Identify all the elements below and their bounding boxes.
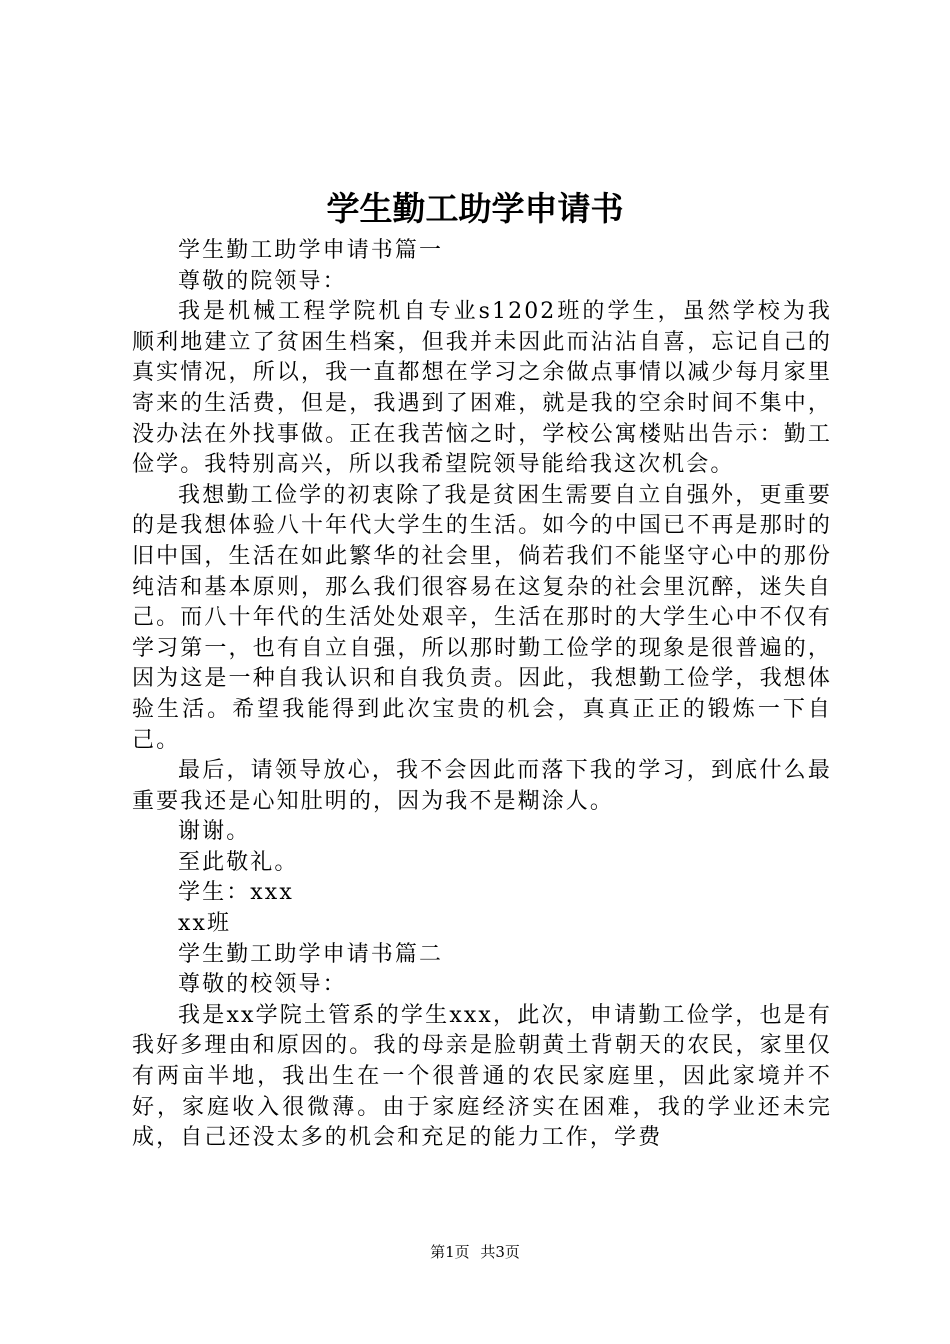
body-paragraph: 我想勤工俭学的初衷除了我是贫困生需要自立自强外，更重要的是我想体验八十年代大学生的生活。如今的中国已不再是那时的旧中国，生活在如此繁华的社会里，倘若我们不能坚守心中的那份纯洁和基本原则，那么我们很容易在这复杂的社会里沉醉，迷失自己。而八十年代的生活处处艰辛，生活在那时的大学生心中不仅有学习第一，也有自立自强，所以那时勤工俭学的现象是很普遍的，因为这是一种自我认识和自我负责。因此，我想勤工俭学，我想体验生活。希望我能得到此次宝贵的机会，真真正正的锻炼一下自己。	[132, 482, 832, 753]
page-total: 共3页	[480, 1243, 520, 1261]
body-paragraph: 最后，请领导放心，我不会因此而落下我的学习，到底什么最重要我还是心知肚明的，因为我不是糊涂人。	[132, 758, 832, 814]
thanks-line: 谢谢。	[178, 819, 251, 845]
closing-line: 至此敬礼。	[178, 849, 299, 875]
page-footer	[0, 1242, 950, 1262]
body-paragraph: 我是xx学院土管系的学生xxx，此次，申请勤工俭学，也是有我好多理由和原因的。我的母亲是脸朝黄土背朝天的农民，家里仅有两亩半地，我出生在一个很普通的农民家庭里，因此家境并不好，家庭收入很微薄。由于家庭经济实在困难，我的学业还未完成，自己还没太多的机会和充足的能力工作，学费	[132, 1002, 832, 1151]
salutation-2: 尊敬的校领导：	[178, 972, 347, 998]
salutation-1: 尊敬的院领导：	[178, 268, 347, 294]
signature-student: 学生：xxx	[178, 880, 294, 906]
body-paragraph: 我是机械工程学院机自专业s1202班的学生，虽然学校为我顺利地建立了贫困生档案，但我并未因此而沾沾自喜，忘记自己的真实情况，所以，我一直都想在学习之余做点事情以减少每月家里寄来的生活费，但是，我遇到了困难，就是我的空余时间不集中，没办法在外找事做。正在我苦恼之时，学校公寓楼贴出告示：勤工俭学。我特别高兴，所以我希望院领导能给我这次机会。	[132, 299, 832, 478]
section-heading-2: 学生勤工助学申请书篇二	[178, 941, 444, 967]
page-number: 第1页	[430, 1243, 470, 1261]
document-title: 学生勤工助学申请书	[326, 189, 624, 228]
section-heading-1: 学生勤工助学申请书篇一	[178, 238, 444, 263]
signature-class: xx班	[178, 911, 232, 937]
document-body	[132, 236, 832, 1154]
